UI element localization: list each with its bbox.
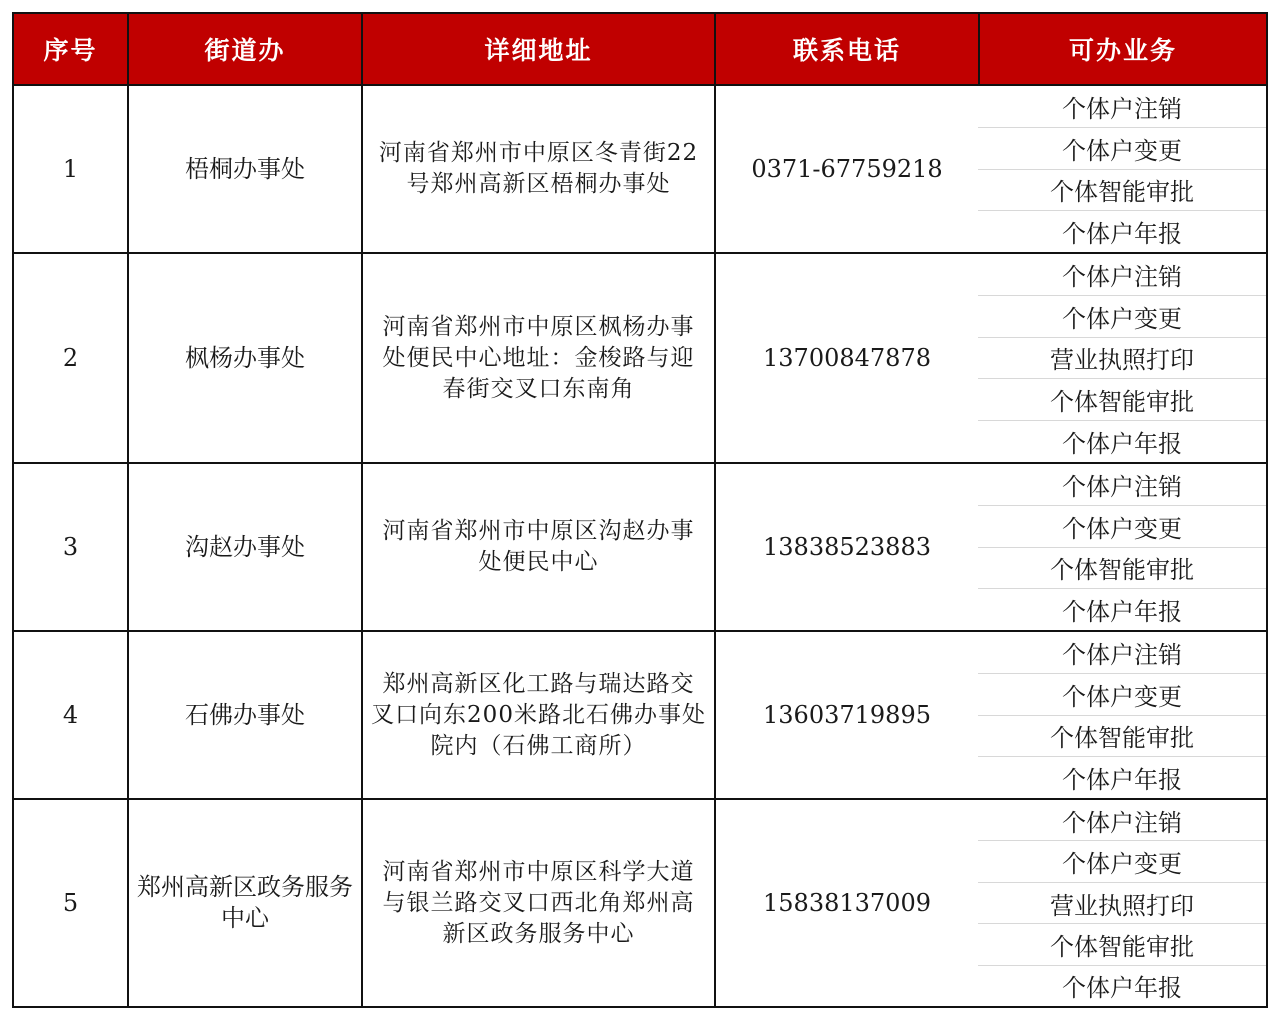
service-item: 个体户年报 [1062, 766, 1182, 795]
service-item: 个体户变更 [978, 841, 1266, 882]
row-5-address: 河南省郑州市中原区科学大道与银兰路交叉口西北角郑州高新区政务服务中心 [361, 798, 716, 1008]
service-item: 个体户注销 [978, 632, 1266, 674]
header-office: 街道办 [127, 12, 363, 86]
service-item: 个体户注销 [978, 254, 1266, 296]
service-item: 个体户年报 [1062, 598, 1182, 627]
row-5-phone: 15838137009 [714, 798, 980, 1008]
service-item: 个体智能审批 [978, 379, 1266, 421]
row-3-phone: 13838523883 [714, 462, 980, 632]
service-item: 营业执照打印 [978, 883, 1266, 924]
row-2-services [978, 252, 1268, 464]
row-4-services [978, 630, 1268, 800]
service-item: 个体智能审批 [978, 716, 1266, 758]
service-item: 个体户变更 [978, 506, 1266, 548]
service-item: 个体户注销 [978, 464, 1266, 506]
service-item: 营业执照打印 [978, 338, 1266, 380]
row-5-services [978, 798, 1268, 1008]
row-1-office: 梧桐办事处 [127, 84, 363, 254]
header-address: 详细地址 [361, 12, 716, 86]
row-3-index: 3 [12, 462, 129, 632]
row-1-services [978, 84, 1268, 254]
service-item: 个体户年报 [1062, 974, 1182, 1003]
row-3-office: 沟赵办事处 [127, 462, 363, 632]
row-1-phone: 0371-67759218 [714, 84, 980, 254]
service-item: 个体智能审批 [978, 170, 1266, 212]
row-4-address: 郑州高新区化工路与瑞达路交叉口向东200米路北石佛办事处院内（石佛工商所） [361, 630, 716, 800]
row-4-index: 4 [12, 630, 129, 800]
row-2-office: 枫杨办事处 [127, 252, 363, 464]
header-services: 可办业务 [978, 12, 1268, 86]
row-2-phone: 13700847878 [714, 252, 980, 464]
service-item: 个体户注销 [978, 800, 1266, 841]
service-item: 个体智能审批 [978, 924, 1266, 965]
row-5-index: 5 [12, 798, 129, 1008]
service-item: 个体户变更 [978, 674, 1266, 716]
row-1-index: 1 [12, 84, 129, 254]
row-1-address: 河南省郑州市中原区冬青街22号郑州高新区梧桐办事处 [361, 84, 716, 254]
row-3-address: 河南省郑州市中原区沟赵办事处便民中心 [361, 462, 716, 632]
row-4-phone: 13603719895 [714, 630, 980, 800]
service-item: 个体户变更 [978, 296, 1266, 338]
service-item: 个体户年报 [1062, 430, 1182, 459]
row-5-office: 郑州高新区政务服务中心 [127, 798, 363, 1008]
row-2-index: 2 [12, 252, 129, 464]
header-index: 序号 [12, 12, 129, 86]
header-phone: 联系电话 [714, 12, 980, 86]
service-item: 个体户年报 [1062, 220, 1182, 249]
service-item: 个体户注销 [978, 86, 1266, 128]
row-2-address: 河南省郑州市中原区枫杨办事处便民中心地址：金梭路与迎春街交叉口东南角 [361, 252, 716, 464]
row-4-office: 石佛办事处 [127, 630, 363, 800]
service-item: 个体智能审批 [978, 548, 1266, 590]
row-3-services [978, 462, 1268, 632]
service-table [12, 12, 1268, 1008]
service-item: 个体户变更 [978, 128, 1266, 170]
